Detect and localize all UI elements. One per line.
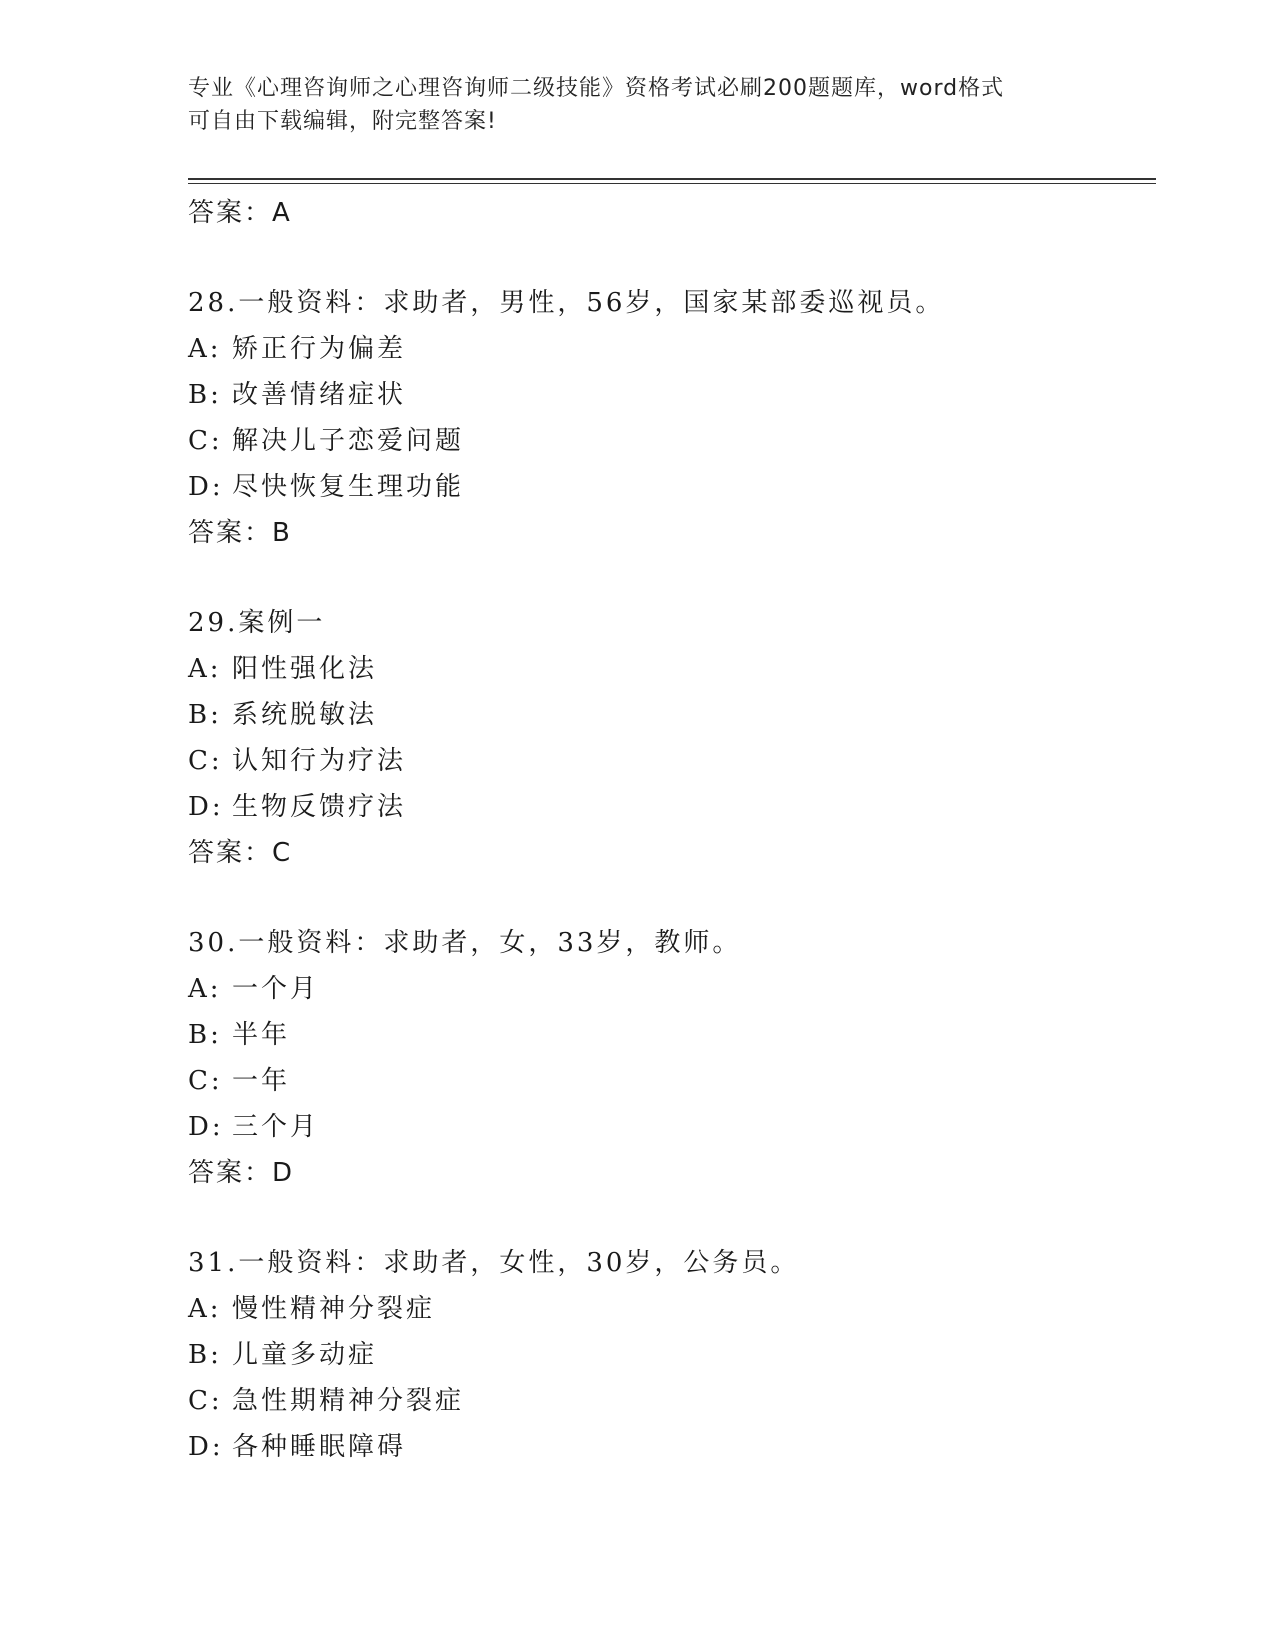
answer-option [188,1424,1156,1470]
question-stem: 31.一般资料：求助者，女性，30岁，公务员。 [188,1248,800,1278]
answer-option [188,646,1156,692]
option-key: C: [188,1066,223,1096]
question-stem: 28.一般资料：求助者，男性，56岁，国家某部委巡视员。 [188,288,945,318]
option-key: C: [188,426,223,456]
header-divider-thick [188,178,1156,180]
option-text: 解决儿子恋爱问题 [232,426,465,456]
option-text: 慢性精神分裂症 [232,1294,436,1324]
option-key: B: [188,380,222,410]
option-key: A: [188,974,222,1004]
option-key: D: [188,472,224,502]
answer-option [188,966,1156,1012]
option-key: D: [188,1432,224,1462]
answer-label: 答案：B [188,518,292,548]
option-key: B: [188,1020,222,1050]
option-text: 半年 [232,1020,291,1050]
answer-label: 答案：D [188,1158,295,1188]
answer-label: 答案：A [188,198,292,228]
answer-option [188,738,1156,784]
option-text: 认知行为疗法 [232,746,407,776]
question-block [188,600,1156,876]
answer-option [188,326,1156,372]
question-block [188,1240,1156,1470]
option-key: D: [188,792,224,822]
header-line-1: 专业《心理咨询师之心理咨询师二级技能》资格考试必刷200题题库，word格式 [188,76,1005,101]
option-key: D: [188,1112,224,1142]
option-text: 矫正行为偏差 [232,334,407,364]
option-text: 阳性强化法 [232,654,378,684]
answer-option [188,1378,1156,1424]
option-text: 生物反馈疗法 [232,792,407,822]
question-list [188,190,1156,1470]
answer-option [188,372,1156,418]
option-text: 一年 [232,1066,291,1096]
option-text: 三个月 [232,1112,320,1142]
question-stem: 29.案例一 [188,608,326,638]
question-block [188,280,1156,556]
option-text: 尽快恢复生理功能 [232,472,465,502]
question-block [188,920,1156,1196]
option-text: 儿童多动症 [232,1340,378,1370]
header-divider-thin [188,183,1156,184]
answer-option [188,1058,1156,1104]
option-text: 各种睡眠障碍 [232,1432,407,1462]
answer-option [188,1332,1156,1378]
answer-option [188,1012,1156,1058]
header-line-2: 可自由下载编辑，附完整答案! [188,109,497,134]
option-key: B: [188,700,222,730]
answer-option [188,784,1156,830]
option-key: B: [188,1340,222,1370]
document-header [188,72,1068,138]
option-text: 一个月 [232,974,320,1004]
option-text: 改善情绪症状 [232,380,407,410]
answer-option [188,1286,1156,1332]
option-key: C: [188,746,223,776]
option-text: 系统脱敏法 [232,700,378,730]
option-key: A: [188,1294,222,1324]
option-key: A: [188,334,222,364]
answer-option [188,1104,1156,1150]
answer-option [188,418,1156,464]
answer-option [188,464,1156,510]
answer-label: 答案：C [188,838,293,868]
option-text: 急性期精神分裂症 [232,1386,465,1416]
answer-option [188,692,1156,738]
option-key: A: [188,654,222,684]
option-key: C: [188,1386,223,1416]
question-stem: 30.一般资料：求助者，女，33岁，教师。 [188,928,742,958]
